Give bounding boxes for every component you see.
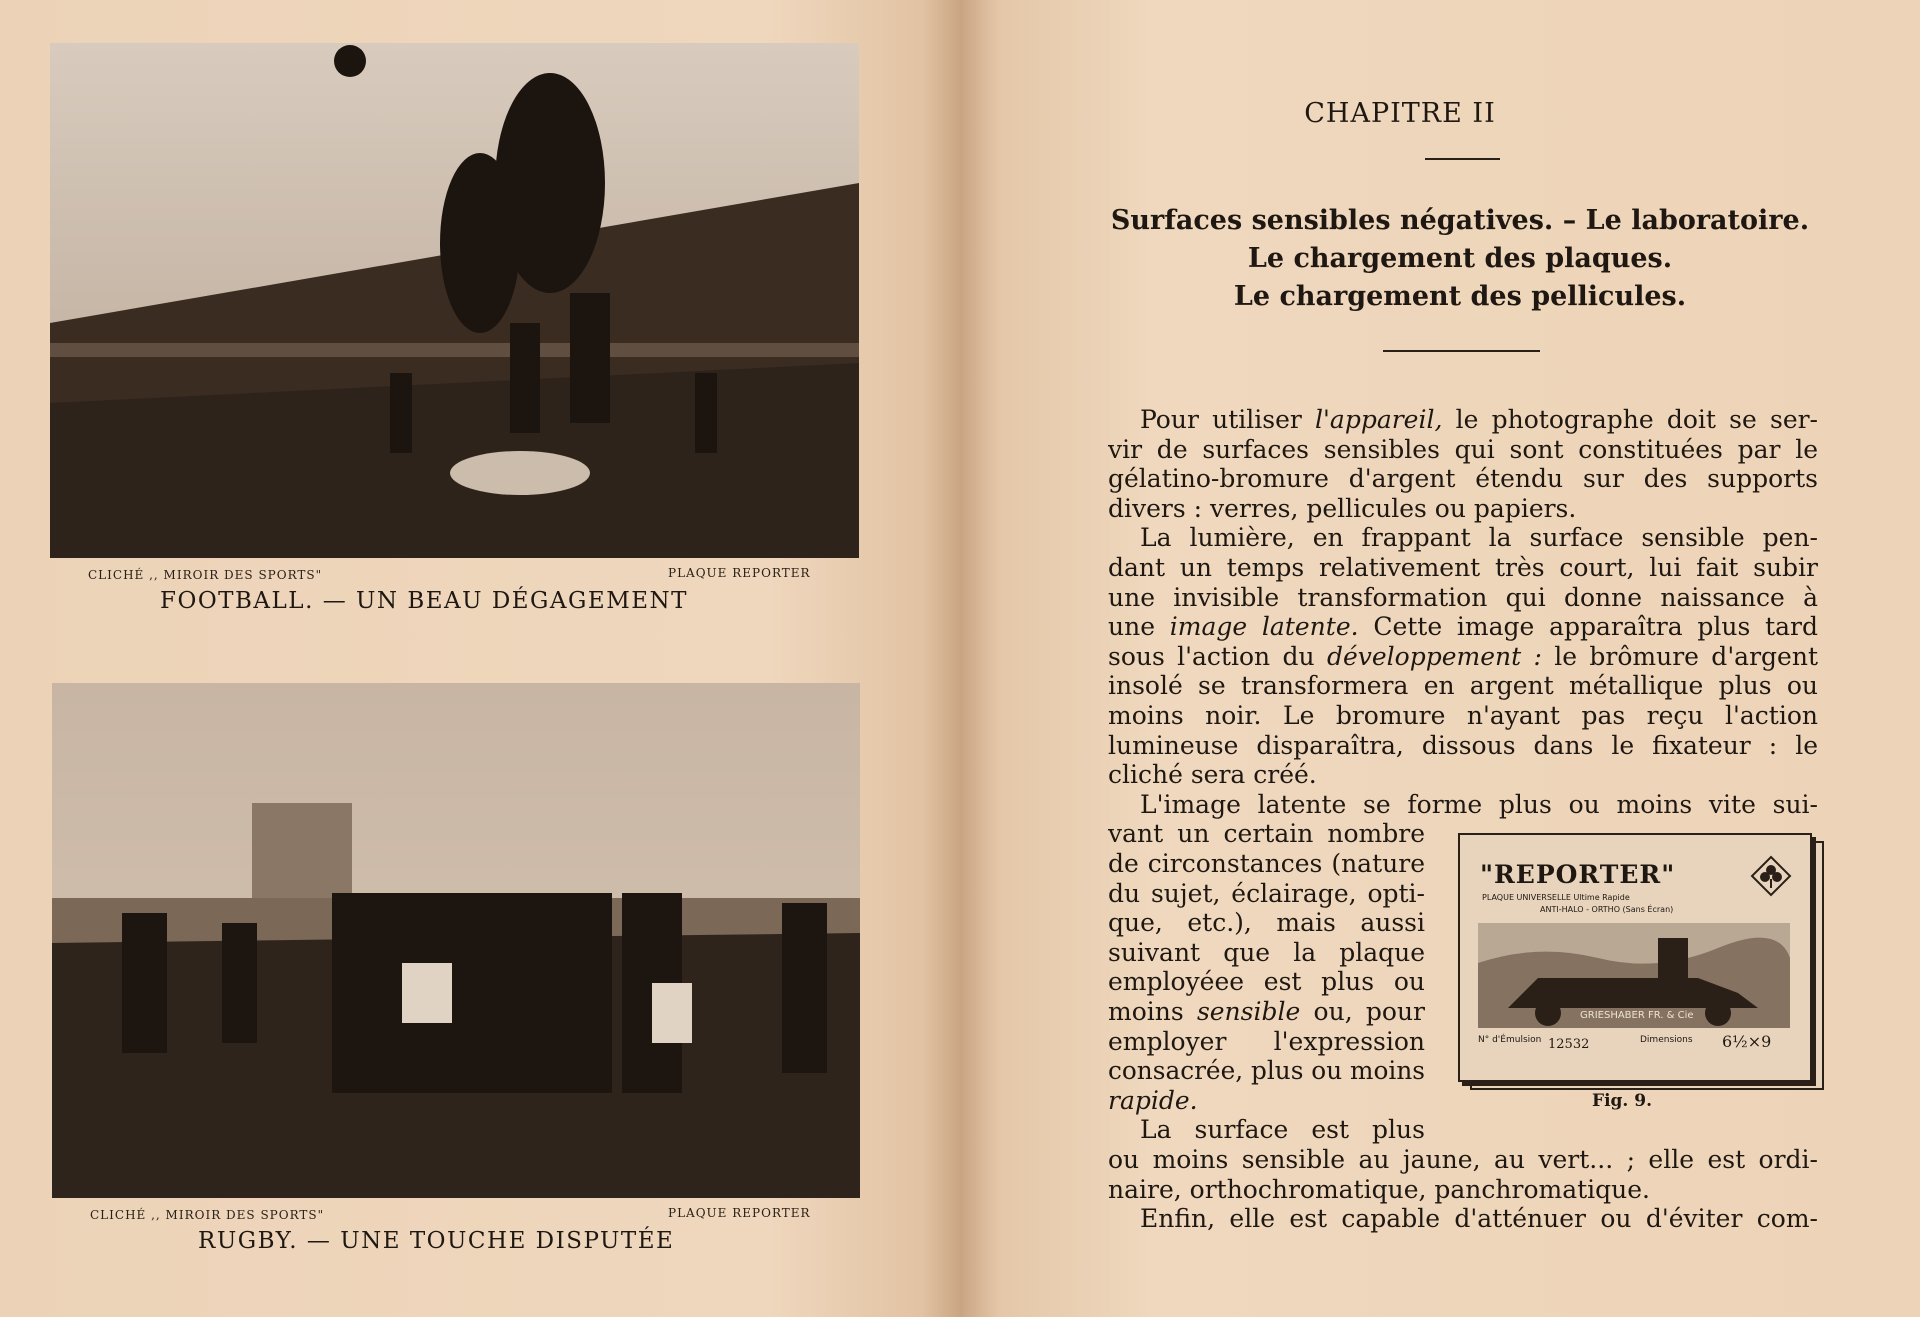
paragraph-3-line: employer l'expression <box>1108 1026 1425 1056</box>
box-dimensions-label: Dimensions <box>1640 1035 1693 1045</box>
box-brand: "REPORTER" <box>1480 860 1676 889</box>
paragraph-3-line: rapide. <box>1108 1085 1198 1115</box>
box-emulsion-number: 12532 <box>1548 1037 1590 1052</box>
football-photo-credit: CLICHÉ ,, MIROIR DES SPORTS" <box>88 568 323 582</box>
football-photo <box>50 43 859 558</box>
rugby-photo-plate: PLAQUE REPORTER <box>668 1206 811 1220</box>
paragraph-3-line: employéee est plus ou <box>1108 967 1425 997</box>
paragraph-2-line: cliché sera créé. <box>1108 760 1317 790</box>
heading-line-3: Le chargement des pellicules. <box>1233 281 1687 312</box>
box-emulsion-label: N° d'Émulsion <box>1478 1035 1542 1045</box>
paragraph-3-line: de circonstances (nature <box>1108 849 1425 878</box>
chapter-rule <box>1425 158 1500 160</box>
paragraph-2-line: lumineuse disparaîtra, dissous dans le fixateur : le <box>1108 730 1818 760</box>
paragraph-2-line: La lumière, en frappant la surface sensible pen- <box>1140 523 1818 553</box>
box-dimensions-value: 6½×9 <box>1722 1032 1772 1051</box>
figure-caption: Fig. 9. <box>1592 1091 1652 1111</box>
paragraph-4-line: La surface est plus <box>1140 1115 1425 1145</box>
paragraph-4-line: ou moins sensible au jaune, au vert... ; elle est ordi- <box>1108 1145 1818 1174</box>
paragraph-3-line: du sujet, éclairage, opti- <box>1108 878 1425 908</box>
paragraph-3-line: suivant que la plaque <box>1108 937 1425 967</box>
box-maker: GRIESHABER FR. & Cie <box>1580 1010 1694 1021</box>
paragraph-2-line: insolé se transformera en argent métallique plus ou <box>1108 671 1818 701</box>
reporter-plate-box-figure <box>1458 833 1812 1082</box>
paragraph-3-line: moins sensible ou, pour <box>1108 997 1425 1026</box>
paragraph-5-line: Enfin, elle est capable d'atténuer ou d'éviter com- <box>1140 1204 1818 1234</box>
paragraph-2-line: sous l'action du développement : le brômure d'argent <box>1108 641 1818 671</box>
rugby-photo-caption: RUGBY. — UNE TOUCHE DISPUTÉE <box>198 1228 675 1254</box>
paragraph-1-line: gélatino-bromure d'argent étendu sur des supports <box>1108 464 1818 494</box>
paragraph-2-line: une invisible transformation qui donne naissance à <box>1108 582 1818 612</box>
paragraph-3-line: consacrée, plus ou moins <box>1108 1056 1425 1086</box>
heading-line-1: Surfaces sensibles négatives. – Le laboratoire. <box>1110 205 1810 236</box>
football-photo-caption: FOOTBALL. — UN BEAU DÉGAGEMENT <box>160 588 688 614</box>
rugby-photo-credit: CLICHÉ ,, MIROIR DES SPORTS" <box>90 1208 325 1222</box>
paragraph-2-line: moins noir. Le bromure n'ayant pas reçu l'action <box>1108 701 1818 730</box>
paragraph-2-line: une image latente. Cette image apparaîtra plus tard <box>1108 612 1819 642</box>
heading-line-2: Le chargement des plaques. <box>1247 243 1673 274</box>
heading-rule <box>1383 350 1540 352</box>
paragraph-1-line: Pour utiliser l'appareil, le photographe doit se ser- <box>1140 405 1819 434</box>
paragraph-1-line: divers : verres, pellicules ou papiers. <box>1108 493 1577 523</box>
paragraph-3-line: vant un certain nombre <box>1108 819 1425 849</box>
paragraph-3-line: L'image latente se forme plus ou moins vite sui- <box>1140 789 1818 819</box>
paragraph-1-line: vir de surfaces sensibles qui sont constituées par le <box>1108 434 1818 464</box>
rugby-photo <box>52 683 860 1198</box>
football-photo-plate: PLAQUE REPORTER <box>668 566 811 580</box>
paragraph-4-line: naire, orthochromatique, panchromatique. <box>1108 1174 1651 1204</box>
box-line-2: ANTI-HALO - ORTHO (Sans Écran) <box>1540 905 1674 914</box>
paragraph-2-line: dant un temps relativement très court, lui fait subir <box>1108 553 1818 582</box>
chapter-title: CHAPITRE II <box>1304 98 1496 129</box>
paragraph-3-line: que, etc.), mais aussi <box>1108 908 1425 938</box>
box-line-1: PLAQUE UNIVERSELLE Ultime Rapide <box>1482 893 1630 902</box>
clover-icon <box>1750 855 1792 897</box>
